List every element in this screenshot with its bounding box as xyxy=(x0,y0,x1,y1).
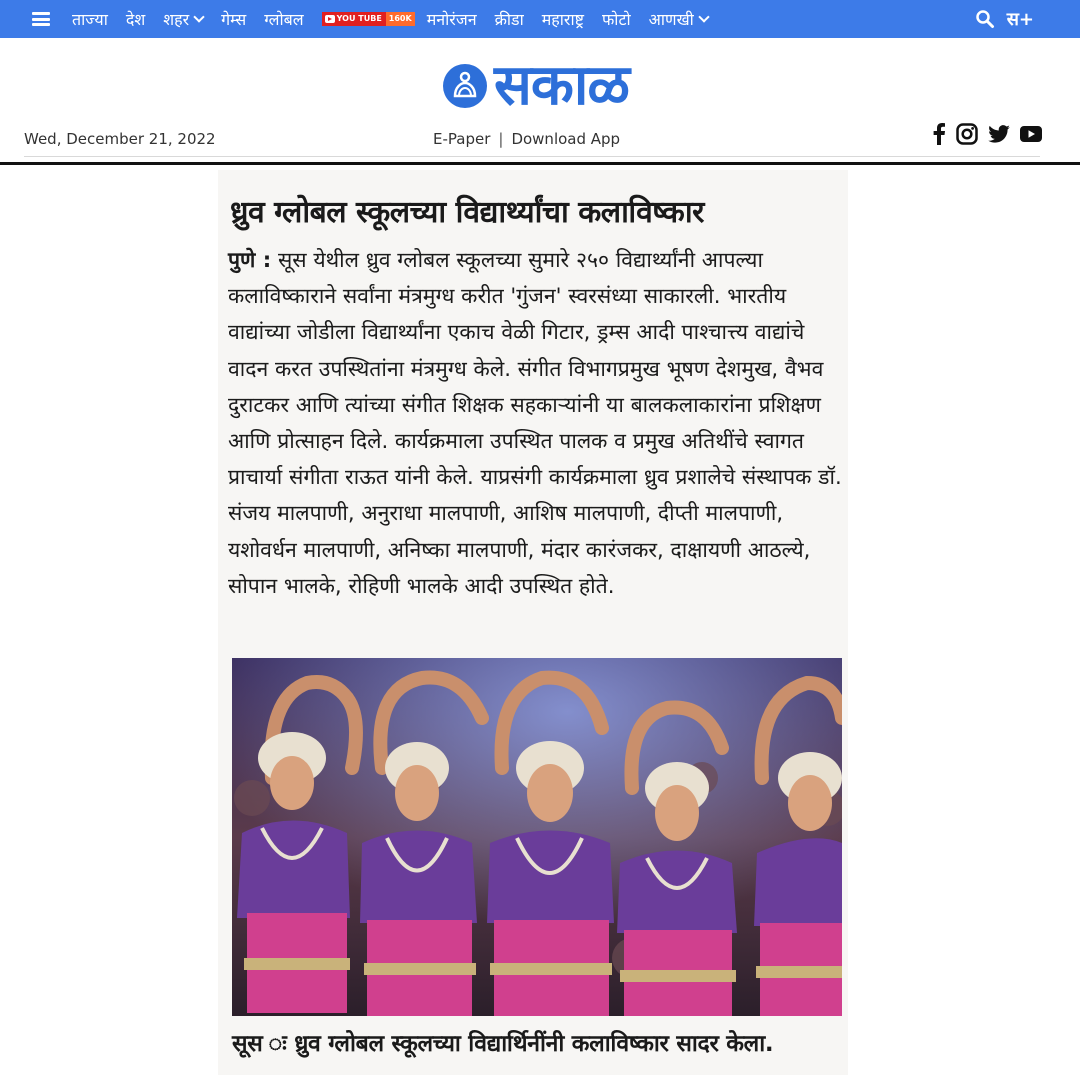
sakal-emblem-icon xyxy=(442,63,488,109)
nav-item-games[interactable]: गेम्स xyxy=(221,10,247,29)
social-links xyxy=(932,123,1042,145)
nav-item-global[interactable]: ग्लोबल xyxy=(264,10,304,29)
epaper-link[interactable]: E-Paper xyxy=(433,130,491,148)
article-dateline: पुणे : xyxy=(228,247,272,272)
sakal-logo[interactable] xyxy=(442,53,629,118)
download-app-link[interactable]: Download App xyxy=(511,130,621,148)
article-clipping xyxy=(218,170,848,1075)
nav-item-sports[interactable]: क्रीडा xyxy=(494,10,524,29)
sakal-logo-text: सकाळ xyxy=(494,53,629,118)
nav-item-city[interactable] xyxy=(163,8,203,30)
nav-item-country[interactable]: देश xyxy=(125,10,146,29)
nav-item-photo[interactable]: फोटो xyxy=(601,10,631,29)
nav-menu xyxy=(72,8,726,30)
nav-item-more[interactable] xyxy=(649,8,708,30)
nav-item-maharashtra[interactable]: महाराष्ट्र xyxy=(541,10,584,29)
chevron-down-icon xyxy=(698,11,709,22)
youtube-badge-label: YOU TUBE xyxy=(336,14,382,23)
youtube-badge-count: 160K xyxy=(386,12,415,26)
masthead-links xyxy=(433,130,620,148)
hamburger-icon[interactable] xyxy=(32,12,50,26)
masthead xyxy=(0,38,1080,163)
instagram-icon[interactable] xyxy=(956,123,978,145)
search-icon[interactable] xyxy=(975,9,995,29)
youtube-icon[interactable] xyxy=(1020,126,1042,142)
facebook-icon[interactable] xyxy=(932,123,946,145)
article-body xyxy=(228,242,843,604)
article-headline: ध्रुव ग्लोबल स्कूलच्या विद्यार्थ्यांचा कलाविष्कार xyxy=(230,195,704,230)
current-date: Wed, December 21, 2022 xyxy=(24,130,216,148)
dancers-photo xyxy=(232,658,842,1016)
nav-item-entertainment[interactable]: मनोरंजन xyxy=(426,10,477,29)
nav-item-city-label: शहर xyxy=(163,10,190,29)
sakal-plus-button[interactable]: स+ xyxy=(1006,9,1034,30)
top-nav-bar xyxy=(0,0,1080,38)
youtube-play-icon xyxy=(325,15,335,23)
chevron-down-icon xyxy=(193,11,204,22)
link-separator: | xyxy=(498,130,504,148)
article-text: सूस येथील ध्रुव ग्लोबल स्कूलच्या सुमारे २५० विद्यार्थ्यांनी आपल्या कलाविष्काराने सर्वांना मंत्रमुग्ध करीत 'गुंजन' स्वरसंध्या साकारली. भारतीय वाद्यांच्या जोडीला विद्यार्थ्यांना एकाच वेळी गिटार, ड्रम्स आदी पाश्‍चात्त्य वाद्यांचे वादन करत उपस्थितांना मंत्रमुग्ध केले. संगीत विभागप्रमुख भूषण देशमुख, वैभव दुराटकर आणि त्यांच्या संगीत शिक्षक सहकाऱ्यांनी या बालकलाकारांना प्रशिक्षण आणि प्रोत्साहन दिले. कार्यक्रमाला उपस्थित पालक व प्रमुख अतिथींचे स्वागत प्राचार्या संगीता राऊत यांनी केले. याप्रसंगी कार्यक्रमाला ध्रुव प्रशालेचे संस्थापक डॉ. संजय मालपाणी, अनुराधा मालपाणी, आशिष मालपाणी, दीप्ती मालपाणी, यशोवर्धन मालपाणी, अनिष्का मालपाणी, मंदार कारंजकर, दाक्षायणी आठल्ये, सोपान भालके, रोहिणी भालके आदी उपस्थित होते. xyxy=(228,247,842,598)
nav-item-more-label: आणखी xyxy=(648,10,694,29)
masthead-divider xyxy=(24,156,1040,157)
youtube-badge-left xyxy=(322,12,386,26)
photo-caption: सूस ः ध्रुव ग्लोबल स्कूलच्या विद्यार्थिनींनी कलाविष्कार सादर केला. xyxy=(232,1031,774,1057)
masthead-rule xyxy=(0,162,1080,165)
nav-item-latest[interactable]: ताज्या xyxy=(72,10,108,29)
twitter-icon[interactable] xyxy=(988,125,1010,143)
nav-right-tools xyxy=(975,0,1034,38)
youtube-badge[interactable] xyxy=(322,12,415,26)
